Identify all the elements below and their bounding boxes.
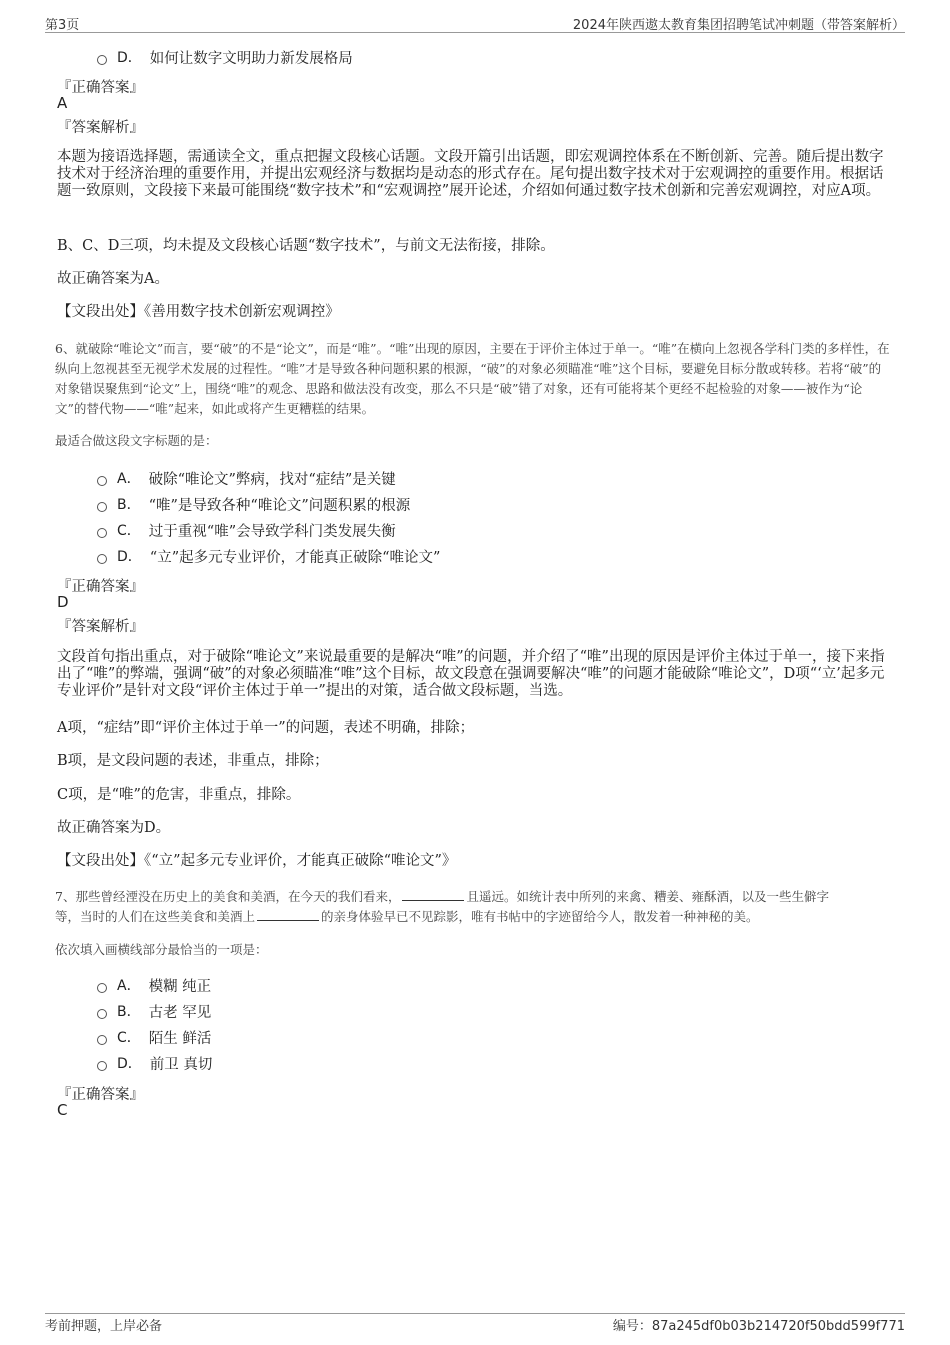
correct-answer-label: 『正确答案』 <box>57 1087 144 1103</box>
fill-blank <box>257 908 319 921</box>
q7-stem-part: 的亲身体验早已不见踪影，唯有书帖中的字迹留给今人，散发着一种神秘的美。 <box>321 909 759 924</box>
option-text: 过于重视“唯”会导致学科门类发展失衡 <box>148 523 396 540</box>
q6-option-b[interactable] <box>97 494 410 514</box>
option-text: 模糊 纯正 <box>148 978 212 995</box>
q6-analysis-paragraph: 文段首句指出重点，对于破除“唯论文”来说最重要的是解决“唯”的问题，并介绍了“唯”出现的原因是评价主体过于单一，接下来指出了“唯”的弊端，强调“破”的对象必须瞄准“唯”这个目标，故文段意在强调要解决“唯”的问题才能破除“唯论文”，D项“‘立’起多元专业评价”是针对文段“评价主体过于单一”提出的对策，适合做文段标题，当选。 <box>57 649 885 699</box>
q7-stem <box>55 887 890 927</box>
radio-icon[interactable] <box>97 528 107 538</box>
q7-option-c[interactable] <box>97 1027 211 1047</box>
radio-icon[interactable] <box>97 1035 107 1045</box>
radio-icon[interactable] <box>97 983 107 993</box>
option-text: “立”起多元专业评价，才能真正破除“唯论文” <box>149 549 441 566</box>
option-key: A． <box>117 978 141 994</box>
q7-stem-part: 且遥远。如统计表中所列的来禽、糟姜、雍酥酒，以及一些生僻字 <box>466 889 829 904</box>
q5-option-d[interactable] <box>97 47 353 67</box>
q6-prompt: 最适合做这段文字标题的是： <box>55 433 218 448</box>
q7-answer: C <box>57 1101 68 1119</box>
correct-answer-label: 『正确答案』 <box>57 80 144 96</box>
q6-analysis-c: C项，是“唯”的危害，非重点，排除。 <box>57 787 301 803</box>
q7-prompt: 依次填入画横线部分最恰当的一项是： <box>55 942 268 957</box>
page-number: 第3页 <box>45 18 80 33</box>
q7-option-b[interactable] <box>97 1001 211 1021</box>
q5-source: 【文段出处】《善用数字技术创新宏观调控》 <box>57 304 340 320</box>
option-text: “唯”是导致各种“唯论文”问题积累的根源 <box>148 497 411 514</box>
radio-icon[interactable] <box>97 476 107 486</box>
option-key: D． <box>117 1056 142 1072</box>
option-key: A． <box>117 471 141 487</box>
option-text: 如何让数字文明助力新发展格局 <box>149 50 353 67</box>
document-title: 2024年陕西遨太教育集团招聘笔试冲刺题（带答案解析） <box>572 18 905 33</box>
q6-analysis-a: A项，“症结”即“评价主体过于单一”的问题，表述不明确，排除； <box>57 720 475 736</box>
q6-option-d[interactable] <box>97 546 440 566</box>
correct-answer-label: 『正确答案』 <box>57 579 144 595</box>
q5-analysis-paragraph: B、C、D三项，均未提及文段核心话题“数字技术”，与前文无法衔接，排除。 <box>57 238 555 254</box>
q5-analysis-paragraph: 故正确答案为A。 <box>57 271 169 287</box>
q5-analysis-paragraph: 本题为接语选择题，需通读全文，重点把握文段核心话题。文段开篇引出话题，即宏观调控体系在不断创新、完善。随后提出数字技术对于经济治理的重要作用，并提出宏观经济与数据均是动态的形式存在。尾句提出数字技术对于宏观调控的重要作用。根据话题一致原则，文段接下来最可能围绕“数字技术”和“宏观调控”展开论述，介绍如何通过数字技术创新和完善宏观调控，对应A项。 <box>57 149 884 199</box>
option-key: B． <box>117 497 141 513</box>
option-key: D． <box>117 50 142 66</box>
analysis-label: 『答案解析』 <box>57 619 144 635</box>
q6-option-a[interactable] <box>97 468 396 488</box>
option-key: C． <box>117 1030 141 1046</box>
q6-conclusion: 故正确答案为D。 <box>57 820 171 836</box>
footer-slogan: 考前押题，上岸必备 <box>45 1319 163 1334</box>
q6-stem: 6、就破除“唯论文”而言，要“破”的不是“论文”，而是“唯”。“唯”出现的原因，主要在于评价主体过于单一。“唯”在横向上忽视各学科门类的多样性，在纵向上忽视甚至无视学术发展的过程性。“唯”才是导致各种问题积累的根源，“破”的对象必须瞄准“唯”这个目标，要避免目标分散或转移。若将“破”的对象错误聚焦到“论文”上，围绕“唯”的观念、思路和做法没有改变，那么不只是“破”错了对象，还有可能将某个更经不起检验的对象——被作为“论文”的替代物——“唯”起来，如此或将产生更糟糕的结果。 <box>55 341 890 416</box>
q6-analysis-b: B项，是文段问题的表述，非重点，排除； <box>57 753 329 769</box>
q6-source: 【文段出处】《“立”起多元专业评价，才能真正破除“唯论文”》 <box>57 853 457 869</box>
option-key: B． <box>117 1004 141 1020</box>
option-key: D． <box>117 549 142 565</box>
document-code: 编号：87a245df0b03b214720f50bdd599f771 <box>612 1319 905 1334</box>
fill-blank <box>402 888 464 901</box>
q6-answer: D <box>57 593 69 611</box>
q5-answer: A <box>57 94 68 112</box>
radio-icon[interactable] <box>97 55 107 65</box>
option-text: 前卫 真切 <box>149 1056 213 1073</box>
q7-stem-part: 7、那些曾经湮没在历史上的美食和美酒，在今天的我们看来， <box>55 889 401 904</box>
q7-option-d[interactable] <box>97 1053 212 1073</box>
option-text: 破除“唯论文”弊病，找对“症结”是关键 <box>148 471 396 488</box>
option-text: 古老 罕见 <box>148 1004 212 1021</box>
option-key: C． <box>117 523 141 539</box>
page-footer <box>45 1313 905 1333</box>
q6-option-c[interactable] <box>97 520 396 540</box>
analysis-label: 『答案解析』 <box>57 120 144 136</box>
page-header <box>45 14 905 33</box>
q7-option-a[interactable] <box>97 975 211 995</box>
option-text: 陌生 鲜活 <box>148 1030 212 1047</box>
q7-stem-part: 等，当时的人们在这些美食和美酒上 <box>55 909 256 924</box>
radio-icon[interactable] <box>97 554 107 564</box>
radio-icon[interactable] <box>97 502 107 512</box>
radio-icon[interactable] <box>97 1061 107 1071</box>
radio-icon[interactable] <box>97 1009 107 1019</box>
